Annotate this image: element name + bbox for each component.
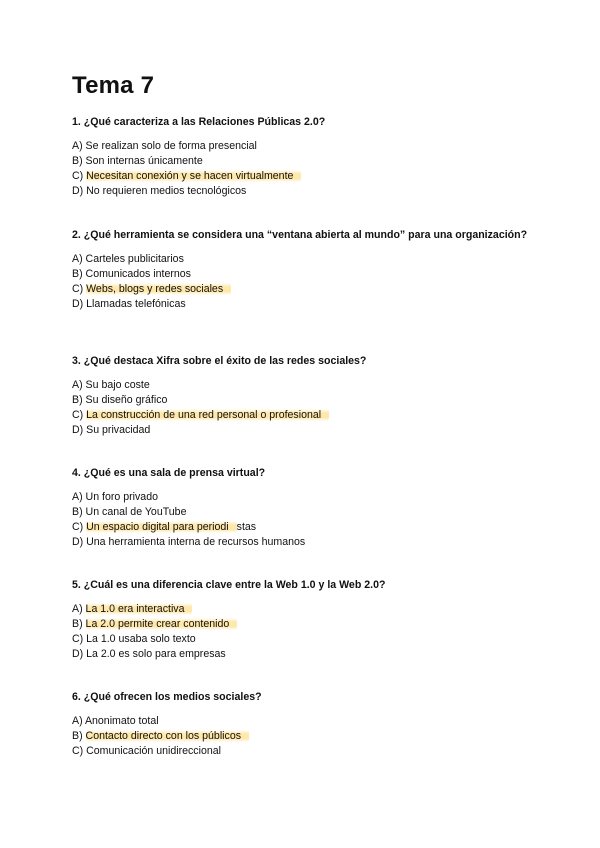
question-1 xyxy=(72,116,542,199)
question-text: 4. ¿Qué es una sala de prensa virtual? xyxy=(72,467,266,479)
highlight: La construcción de una red personal o profesional xyxy=(86,409,329,421)
option-b: B) Son internas únicamente xyxy=(72,154,203,167)
option-c-highlighted: C) Webs, blogs y redes sociales xyxy=(72,282,542,297)
option-b-highlighted: B) Contacto directo con los públicos xyxy=(72,729,542,744)
question-5 xyxy=(72,579,542,662)
option-a: A) Anonimato total xyxy=(72,714,159,727)
option-b: B) Comunicados internos xyxy=(72,267,191,280)
question-text: 2. ¿Qué herramienta se considera una “ventana abierta al mundo” para una organización? xyxy=(72,229,528,241)
highlight: Webs, blogs y redes sociales xyxy=(86,283,231,295)
option-a-highlighted: A) La 1.0 era interactiva xyxy=(72,602,542,617)
option-b-highlighted: B) La 2.0 permite crear contenido xyxy=(72,617,542,632)
option-c-highlighted: C) Un espacio digital para periodi stas xyxy=(72,521,257,533)
option-a: A) Carteles publicitarios xyxy=(72,252,184,265)
question-3 xyxy=(72,355,542,438)
question-4 xyxy=(72,467,542,550)
option-d: D) No requieren medios tecnológicos xyxy=(72,185,247,198)
question-6 xyxy=(72,691,542,759)
option-d: D) Llamadas telefónicas xyxy=(72,298,186,311)
question-text: 6. ¿Qué ofrecen los medios sociales? xyxy=(72,691,262,703)
option-c-highlighted: C) La construcción de una red personal o profesional xyxy=(72,408,542,423)
highlight: Un espacio digital para periodi xyxy=(86,521,237,533)
highlight: Necesitan conexión y se hacen virtualmente xyxy=(86,170,301,182)
option-b: B) Su diseño gráfico xyxy=(72,393,168,406)
highlight: La 1.0 era interactiva xyxy=(86,603,193,615)
option-a: A) Su bajo coste xyxy=(72,378,150,391)
option-c: C) Comunicación unidireccional xyxy=(72,745,221,757)
question-text: 3. ¿Qué destaca Xifra sobre el éxito de las redes sociales? xyxy=(72,355,367,367)
highlight: La 2.0 permite crear contenido xyxy=(86,618,238,630)
option-d: D) Una herramienta interna de recursos humanos xyxy=(72,536,306,549)
option-d: D) Su privacidad xyxy=(72,424,151,437)
highlight: Contacto directo con los públicos xyxy=(86,730,249,742)
page-title: Tema 7 xyxy=(72,72,155,99)
option-b: B) Un canal de YouTube xyxy=(72,505,187,518)
question-text: 1. ¿Qué caracteriza a las Relaciones Públicas 2.0? xyxy=(72,116,326,128)
option-d: D) La 2.0 es solo para empresas xyxy=(72,648,226,661)
question-2 xyxy=(72,229,542,312)
option-c-highlighted: C) Necesitan conexión y se hacen virtualmente xyxy=(72,169,542,184)
question-text: 5. ¿Cuál es una diferencia clave entre la Web 1.0 y la Web 2.0? xyxy=(72,579,386,591)
option-a: A) Un foro privado xyxy=(72,490,158,503)
option-a: A) Se realizan solo de forma presencial xyxy=(72,139,257,152)
option-c: C) La 1.0 usaba solo texto xyxy=(72,633,196,645)
